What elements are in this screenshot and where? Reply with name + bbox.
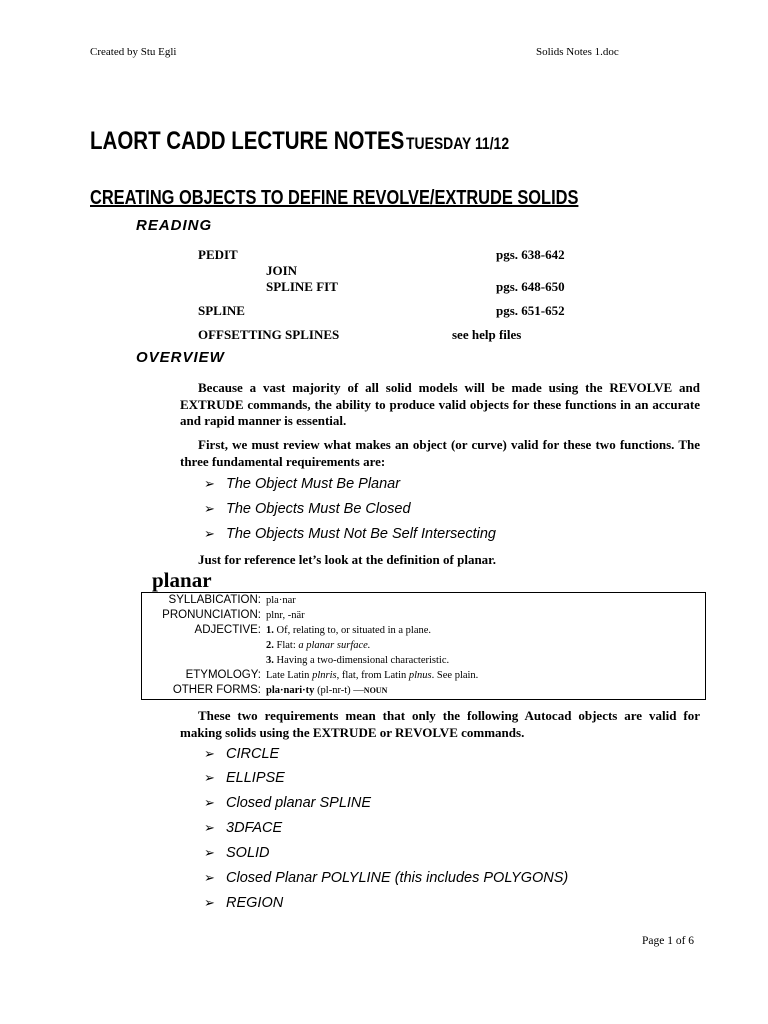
reading-heading: READING (136, 217, 213, 234)
definition-sense-1: 1. Of, relating to, or situated in a plane. (266, 625, 432, 636)
reading-pages-spline: pgs. 651-652 (496, 303, 565, 318)
definition-sense-2: 2. Flat: a planar surface. (266, 640, 371, 651)
object-item: ➢ Closed Planar POLYLINE (this includes POLYGONS) (204, 870, 569, 886)
arrow-bullet-icon: ➢ (204, 870, 215, 885)
objects-intro: These two requirements mean that only the following Autocad objects are valid for making solids using the EXTRUDE or REVOLVE commands. (180, 708, 700, 740)
adjective-label: ADJECTIVE: (194, 624, 261, 636)
object-item: ➢ 3DFACE (204, 820, 283, 836)
reading-item-join: JOIN (266, 263, 298, 278)
object-item: ➢ Closed planar SPLINE (204, 795, 372, 811)
syllabication-label: SYLLABICATION: (168, 594, 261, 606)
requirement-item: ➢ The Objects Must Be Closed (204, 501, 411, 517)
reading-item-offsetting-splines: OFFSETTING SPLINES (198, 327, 340, 342)
definition-sense-3: 3. Having a two-dimensional characteristic. (266, 655, 450, 666)
etymology-value: Late Latin plnris, flat, from Latin plnus. See plain. (266, 670, 479, 681)
overview-paragraph-1: Because a vast majority of all solid models will be made using the REVOLVE and EXTRUDE commands, the ability to produce valid objects for these functions in an accurate and rapid manner is essential. (180, 380, 700, 428)
requirement-item: ➢ The Object Must Be Planar (204, 476, 401, 492)
reading-pages-pedit: pgs. 638-642 (496, 247, 565, 262)
title-date: TUESDAY 11/12 (406, 134, 510, 153)
page-number: Page 1 of 6 (642, 935, 695, 947)
overview-paragraph-3: Just for reference let’s look at the definition of planar. (198, 552, 497, 567)
definition-word: planar (152, 568, 212, 592)
arrow-bullet-icon: ➢ (204, 895, 215, 910)
reading-pages-offsetting-splines: see help files (452, 327, 522, 342)
arrow-bullet-icon: ➢ (204, 526, 215, 541)
reading-item-pedit: PEDIT (198, 247, 238, 262)
definition-box (141, 592, 706, 700)
overview-heading: OVERVIEW (136, 349, 225, 366)
arrow-bullet-icon: ➢ (204, 746, 215, 761)
pronunciation-value: plnr, -när (266, 610, 305, 621)
arrow-bullet-icon: ➢ (204, 501, 215, 516)
reading-pages-spline-fit: pgs. 648-650 (496, 279, 565, 294)
reading-item-spline-fit: SPLINE FIT (266, 279, 338, 294)
arrow-bullet-icon: ➢ (204, 770, 215, 785)
header-author: Created by Stu Egli (90, 46, 177, 58)
requirement-item: ➢ The Objects Must Not Be Self Intersecting (204, 526, 496, 542)
other-forms-value: pla·nari·ty (pl-nr-t) —NOUN (266, 685, 388, 696)
object-item: ➢ CIRCLE (204, 746, 280, 762)
syllabication-value: pla·nar (266, 595, 296, 606)
arrow-bullet-icon: ➢ (204, 845, 215, 860)
header-filename: Solids Notes 1.doc (536, 46, 619, 58)
object-item: ➢ REGION (204, 895, 284, 911)
object-item: ➢ SOLID (204, 845, 270, 861)
other-forms-label: OTHER FORMS: (172, 684, 261, 696)
reading-item-spline: SPLINE (198, 303, 245, 318)
page-title: LAORT CADD LECTURE NOTES (90, 127, 405, 155)
arrow-bullet-icon: ➢ (204, 795, 215, 810)
object-item: ➢ ELLIPSE (204, 770, 285, 786)
arrow-bullet-icon: ➢ (204, 820, 215, 835)
section-title: CREATING OBJECTS TO DEFINE REVOLVE/EXTRUDE SOLIDS (90, 187, 579, 209)
etymology-label: ETYMOLOGY: (185, 669, 261, 681)
pronunciation-label: PRONUNCIATION: (162, 609, 261, 621)
overview-paragraph-2: First, we must review what makes an object (or curve) valid for these two functions. The three fundamental requirements are: (180, 437, 700, 469)
arrow-bullet-icon: ➢ (204, 476, 215, 491)
